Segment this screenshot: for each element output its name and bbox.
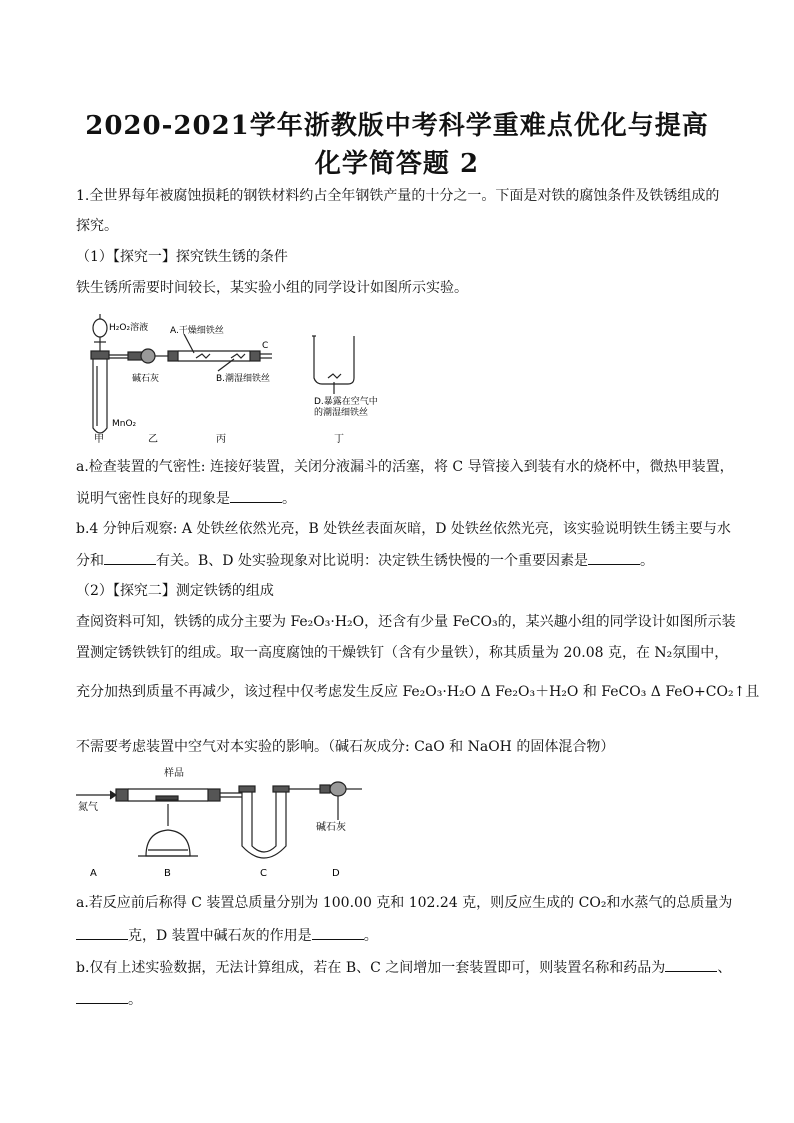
- part-2-line-2: 置测定锈铁铁钉的组成。取一高度腐蚀的干燥铁钉（含有少量铁），称其质量为 20.08 克，在 N₂氛围中，: [76, 645, 729, 661]
- part-2-line-1: 查阅资料可知，铁锈的成分主要为 Fe₂O₃·H₂O，还含有少量 FeCO₃的，某兴趣小组的同学设计如图所示装: [76, 614, 736, 630]
- q2a-line2-end: 。: [363, 928, 378, 944]
- question-b-line-2: [76, 550, 721, 571]
- qa-line2-text: 说明气密性良好的现象是: [76, 491, 230, 507]
- label-c: C: [262, 341, 269, 351]
- label-soda-lime: 碱石灰: [132, 374, 160, 384]
- answer-blank-airtightness[interactable]: [230, 488, 282, 503]
- figure-rust-apparatus-svg: [76, 306, 406, 446]
- label-bing: 丙: [216, 434, 226, 445]
- label-d: D: [332, 868, 340, 879]
- label-h2o2: H₂O₂溶液: [109, 323, 149, 333]
- label-mno2: MnO₂: [112, 419, 137, 429]
- question-2a-line-2: [76, 925, 721, 946]
- answer-blank-soda-lime-role[interactable]: [312, 925, 364, 940]
- label-soda-lime-2: 碱石灰: [316, 822, 346, 833]
- label-ding: 丁: [334, 434, 344, 445]
- part-2-heading: （2）【探究二】测定铁锈的组成: [76, 583, 274, 599]
- question-b-line-1: b.4 分钟后观察: A 处铁丝依然光亮，B 处铁丝表面灰暗，D 处铁丝依然光亮，该实验说明铁生锈主要与水: [76, 521, 731, 537]
- label-a: A: [90, 868, 97, 879]
- answer-blank-reagent[interactable]: [76, 989, 128, 1004]
- question-2a-line-1: a.若反应前后称得 C 装置总质量分别为 100.00 克和 102.24 克，则反应生成的 CO₂和水蒸气的总质量为: [76, 895, 733, 911]
- label-yi: 乙: [148, 434, 158, 445]
- label-nitrogen: 氮气: [78, 802, 98, 813]
- question-1-intro: [76, 186, 721, 206]
- label-sample: 样品: [164, 768, 184, 779]
- qb-line2-text-2: 有关。B、D 处实验现象对比说明：决定铁生锈快慢的一个重要因素是: [156, 553, 588, 569]
- q2b-line1-text: b.仅有上述实验数据，无法计算组成，若在 B、C 之间增加一套装置即可，则装置名称和药品为: [76, 960, 666, 976]
- qb-line2-end: 。: [639, 553, 654, 569]
- answer-blank-total-mass[interactable]: [76, 925, 128, 940]
- figure-composition-apparatus: [76, 758, 376, 880]
- q2b-line1-sep: 、: [717, 960, 732, 976]
- question-1-intro-cont: 探究。: [76, 218, 118, 234]
- answer-blank-rust-speed[interactable]: [588, 550, 640, 565]
- page-title-line-2: 化学简答题 2: [314, 149, 480, 179]
- question-2b-line-2: [76, 989, 721, 1010]
- question-a-line-2: [76, 488, 721, 509]
- figure-rust-apparatus: [76, 306, 406, 446]
- answer-blank-device-name[interactable]: [665, 957, 717, 972]
- label-dry-iron: A.干燥细铁丝: [170, 326, 224, 336]
- q2b-line2-end: 。: [128, 992, 142, 1008]
- part-2-line-3: 充分加热到质量不再减少，该过程中仅考虑发生反应 Fe₂O₃·H₂O Δ Fe₂O₃＋H₂O 和 FeCO₃ Δ FeO+CO₂↑且: [76, 684, 760, 700]
- qb-line2-text-1: 分和: [76, 553, 104, 569]
- page-title-line-1: 2020-2021学年浙教版中考科学重难点优化与提高: [85, 111, 709, 141]
- label-c2: C: [260, 868, 267, 879]
- question-2b-line-1: [76, 957, 732, 978]
- answer-blank-rust-factor[interactable]: [104, 550, 156, 565]
- intro-line-1: 1.全世界每年被腐蚀损耗的钢铁材料约占全年钢铁产量的十分之一。下面是对铁的腐蚀条件及铁锈组成的: [76, 188, 720, 204]
- part-1-heading: （1）【探究一】探究铁生锈的条件: [76, 249, 288, 265]
- part-2-line-4: 不需要考虑装置中空气对本实验的影响。（碱石灰成分: CaO 和 NaOH 的固体混合物）: [76, 739, 615, 755]
- q2a-line2-text: 克，D 装置中碱石灰的作用是: [128, 928, 312, 944]
- figure-composition-apparatus-svg: [76, 758, 376, 880]
- question-a-line-1: a.检查装置的气密性: 连接好装置，关闭分液漏斗的活塞，将 C 导管接入到装有水的烧杯中，微热甲装置，: [76, 459, 734, 475]
- label-d-line-2: 的潮湿细铁丝: [314, 408, 369, 418]
- qa-line2-end: 。: [282, 491, 296, 507]
- part-1-text: 铁生锈所需要时间较长，某实验小组的同学设计如图所示实验。: [76, 280, 468, 296]
- label-d-line-1: D.暴露在空气中: [314, 397, 378, 407]
- label-jia: 甲: [94, 434, 104, 445]
- label-wet-iron: B.潮湿细铁丝: [216, 374, 271, 384]
- label-b: B: [164, 868, 171, 879]
